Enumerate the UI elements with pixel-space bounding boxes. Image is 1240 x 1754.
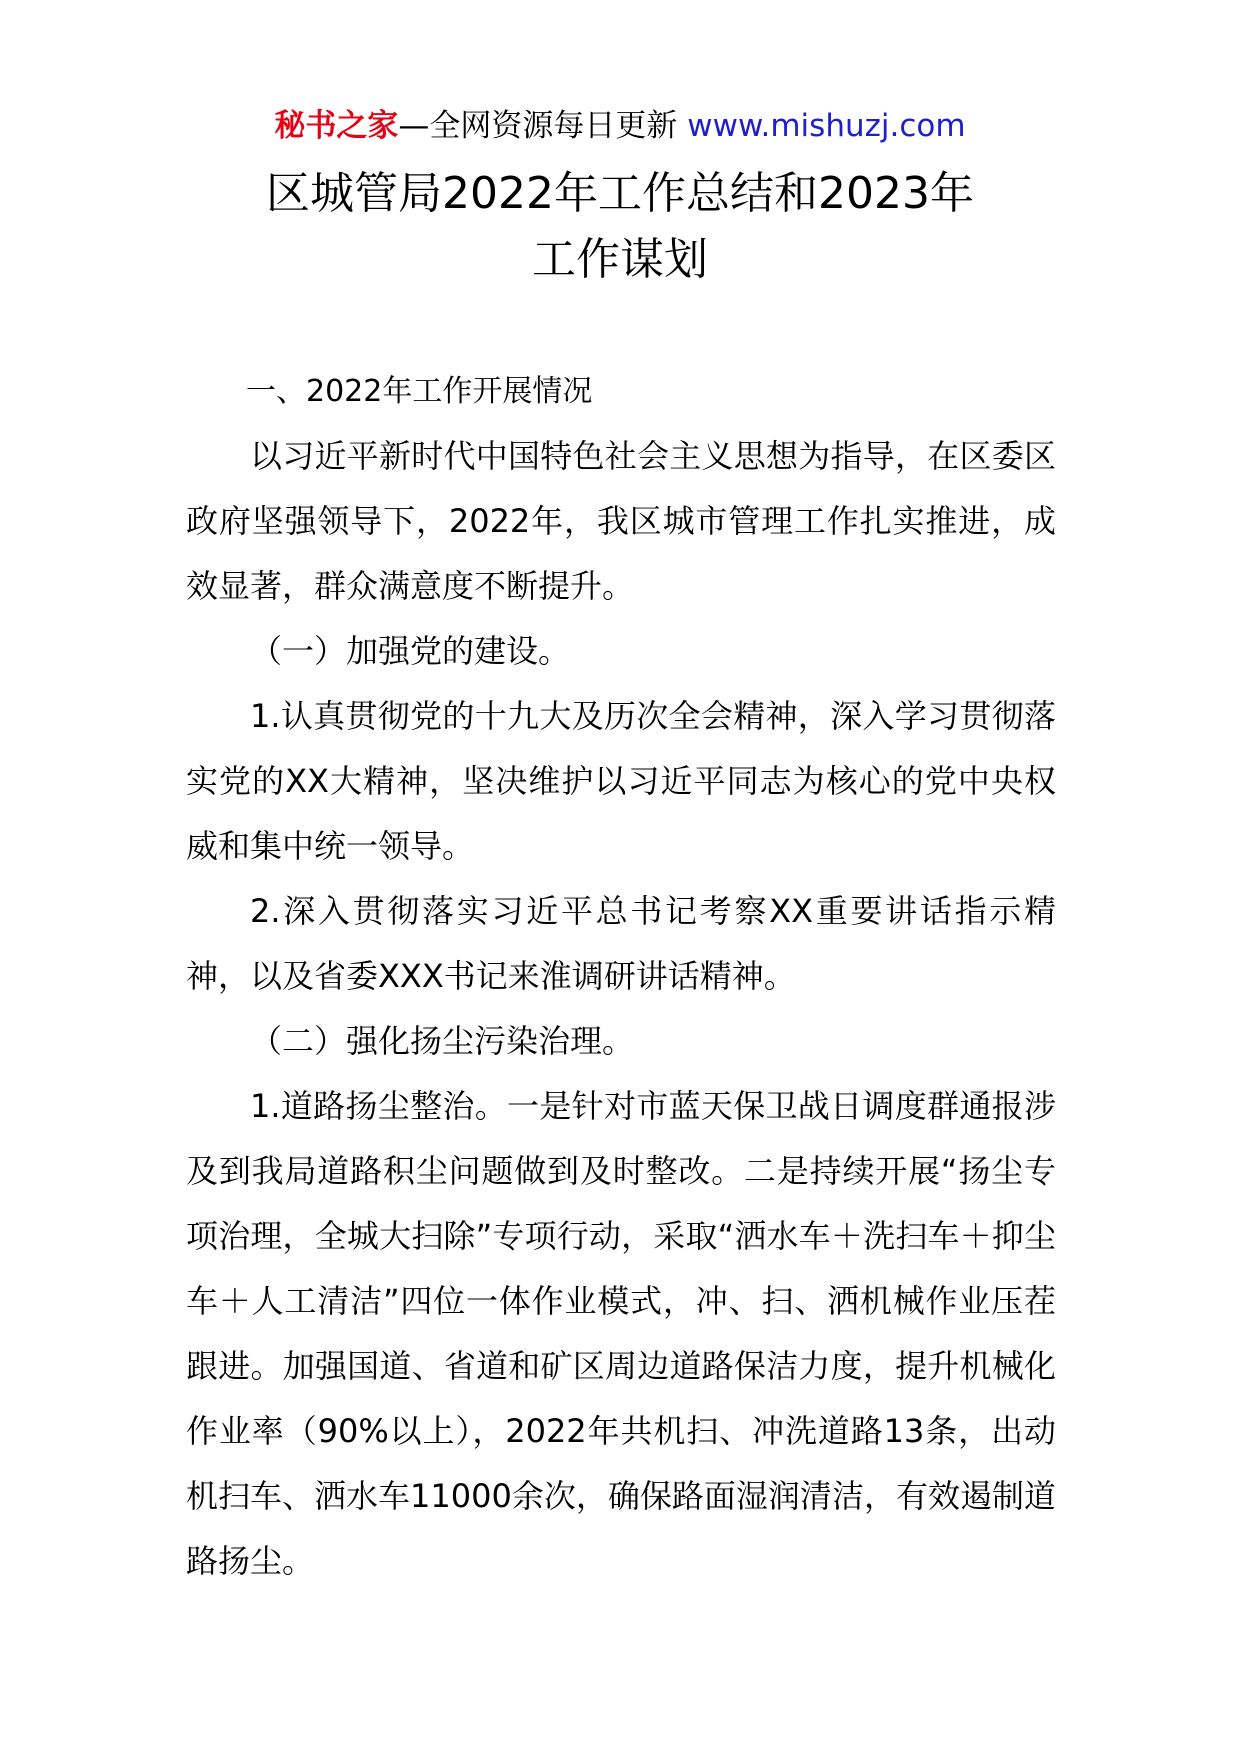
brand-name: 秘书之家 [274,108,399,144]
document-body [186,359,1056,1594]
body-paragraph: 1.道路扬尘整治。一是针对市蓝天保卫战日调度群通报涉及到我局道路积尘问题做到及时整改。二是持续开展“扬尘专项治理，全城大扫除”专项行动，采取“洒水车＋洗扫车＋抑尘车＋人工清洁”四位一体作业模式，冲、扫、洒机械作业压茬跟进。加强国道、省道和矿区周边道路保洁力度，提升机械化作业率（90%以上），2022年共机扫、冲洗道路13条，出动机扫车、洒水车11000余次，确保路面湿润清洁，有效遏制道路扬尘。 [186,1087,1056,1580]
subsection-heading: （一）加强党的建设。 [250,632,571,670]
intro-paragraph: 以习近平新时代中国特色社会主义思想为指导，在区委区政府坚强领导下，2022年，我区城市管理工作扎实推进，成效显著，群众满意度不断提升。 [186,437,1056,605]
body-paragraph: 1.认真贯彻党的十九大及历次全会精神，深入学习贯彻落实党的XX大精神，坚决维护以习近平同志为核心的党中央权威和集中统一领导。 [186,697,1056,865]
document-title-line-1: 区城管局2022年工作总结和2023年 [266,168,974,219]
header-tagline: —全网资源每日更新 [398,108,678,144]
site-header [0,98,1240,154]
document-title-line-2: 工作谋划 [532,234,708,285]
body-paragraph: 2.深入贯彻落实习近平总书记考察XX重要讲话指示精神，以及省委XXX书记来淮调研讲话精神。 [186,892,1056,995]
subsection-heading: （二）强化扬尘污染治理。 [250,1022,635,1060]
section-heading: 一、2022年工作开展情况 [246,374,593,409]
site-url-link[interactable]: www.mishuzj.com [687,108,966,144]
